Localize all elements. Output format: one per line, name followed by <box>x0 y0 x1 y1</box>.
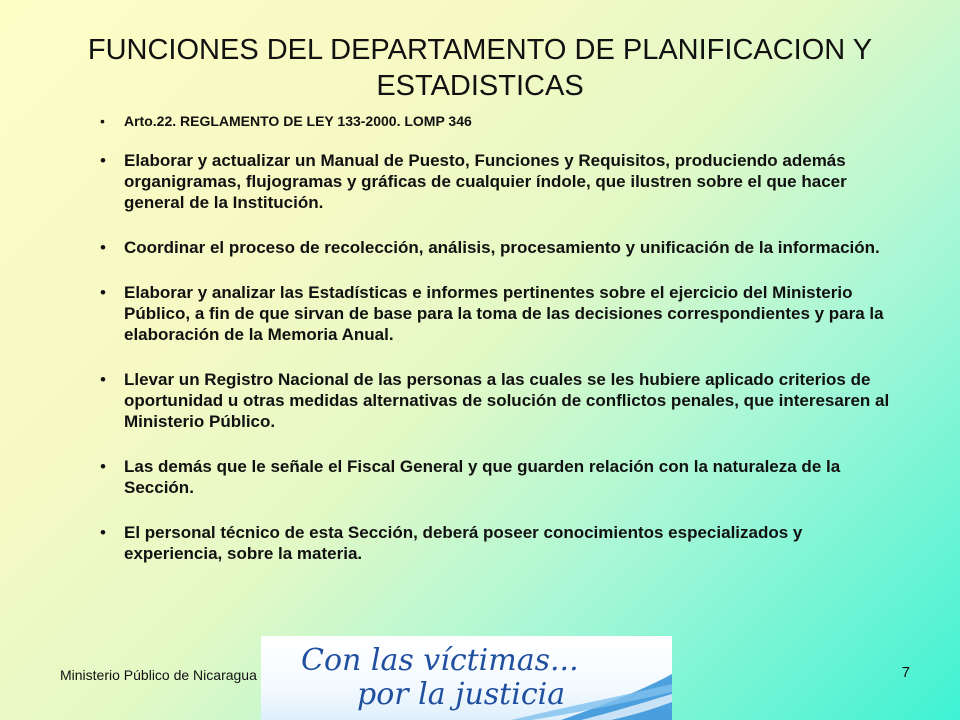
list-item-text: Llevar un Registro Nacional de las personas a las cuales se les hubiere aplicado criterios de oportunidad u otras medidas alternativas de solución de conflictos penales, que interesaren al Ministerio Público. <box>124 370 890 431</box>
bullet-icon: • <box>100 457 106 476</box>
bullet-icon: • <box>100 238 106 257</box>
footer-organization: Ministerio Público de Nicaragua <box>60 667 257 683</box>
slogan-line1: Con las víctimas... <box>301 643 579 678</box>
list-item <box>80 369 900 432</box>
list-item <box>80 150 900 213</box>
slogan-line2: por la justicia <box>357 677 566 712</box>
bullet-icon: • <box>100 113 105 129</box>
list-item <box>80 282 900 345</box>
list-item <box>80 522 900 564</box>
list-item-text: Elaborar y analizar las Estadísticas e informes pertinentes sobre el ejercicio del Ministerio Público, a fin de que sirvan de base para la toma de las decisiones correspondientes y para la elaboración de la Memoria Anual. <box>124 283 884 344</box>
page-number: 7 <box>901 664 910 681</box>
list-item <box>80 456 900 498</box>
list-item <box>80 112 900 130</box>
list-item-text: Coordinar el proceso de recolección, análisis, procesamiento y unificación de la información. <box>124 238 880 257</box>
slide-title: FUNCIONES DEL DEPARTAMENTO DE PLANIFICACION Y ESTADISTICAS <box>87 34 873 102</box>
bullet-list <box>80 112 900 588</box>
list-item-text: Arto.22. REGLAMENTO DE LEY 133-2000. LOMP 346 <box>124 113 472 129</box>
list-item <box>80 237 900 258</box>
bullet-icon: • <box>100 283 106 302</box>
slogan-logo <box>261 636 672 720</box>
bullet-icon: • <box>100 523 106 542</box>
bullet-icon: • <box>100 370 106 389</box>
bullet-icon: • <box>100 151 106 170</box>
list-item-text: El personal técnico de esta Sección, deberá poseer conocimientos especializados y experiencia, sobre la materia. <box>124 523 803 563</box>
slogan-logo-graphic <box>261 636 672 720</box>
list-item-text: Elaborar y actualizar un Manual de Puesto, Funciones y Requisitos, produciendo además organigramas, flujogramas y gráficas de cualquier índole, que ilustren sobre el que hacer general de la Institución. <box>124 151 847 212</box>
list-item-text: Las demás que le señale el Fiscal General y que guarden relación con la naturaleza de la Sección. <box>124 457 841 497</box>
